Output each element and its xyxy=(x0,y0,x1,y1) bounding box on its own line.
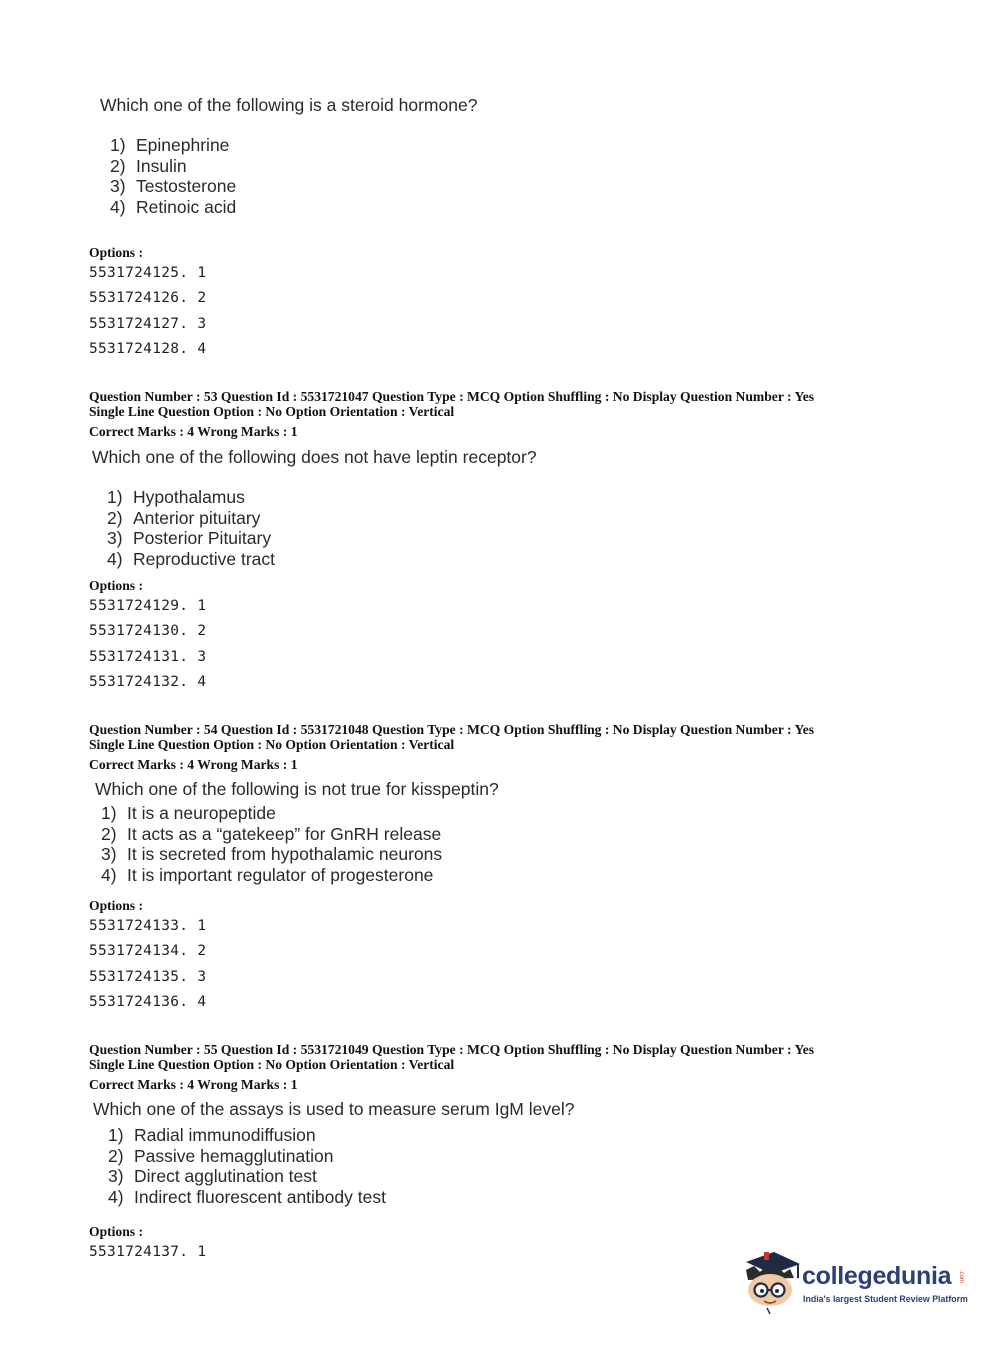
question-meta-2: Single Line Question Option : No Option Orientation : Vertical xyxy=(89,737,455,752)
question-text: Which one of the following is not true for kisspeptin? xyxy=(95,779,499,799)
option-id: 5531724128. 4 xyxy=(89,341,207,357)
choice-list xyxy=(108,1125,386,1208)
option-id: 5531724131. 3 xyxy=(89,649,207,665)
choice-list xyxy=(107,487,275,570)
option-id: 5531724129. 1 xyxy=(89,598,207,614)
question-text: Which one of the assays is used to measure serum IgM level? xyxy=(93,1099,575,1119)
marks-line: Correct Marks : 4 Wrong Marks : 1 xyxy=(89,424,298,439)
logo-brand: collegedunia xyxy=(802,1262,952,1290)
option-id: 5531724132. 4 xyxy=(89,674,207,690)
choice-item: 3) Testosterone xyxy=(110,176,237,197)
option-id: 5531724137. 1 xyxy=(89,1244,207,1260)
choice-item: 2) Passive hemagglutination xyxy=(108,1145,334,1166)
options-label: Options : xyxy=(89,578,144,593)
choice-item: 1) Epinephrine xyxy=(110,135,230,155)
choice-item: 3) Posterior Pituitary xyxy=(107,528,272,549)
option-id: 5531724133. 1 xyxy=(89,918,207,934)
marks-line: Correct Marks : 4 Wrong Marks : 1 xyxy=(89,1077,298,1092)
question-meta: Question Number : 53 Question Id : 5531721047 Question Type : MCQ Option Shuffling : No Display Question Number : Yes xyxy=(89,389,815,404)
option-id: 5531724136. 4 xyxy=(89,994,207,1010)
collegedunia-logo xyxy=(740,1248,970,1316)
choice-item: 4) Reproductive tract xyxy=(107,549,276,570)
choice-item: 2) It acts as a “gatekeep” for GnRH release xyxy=(101,823,442,844)
choice-item: 3) It is secreted from hypothalamic neurons xyxy=(101,844,443,865)
option-id: 5531724134. 2 xyxy=(89,943,207,959)
option-id: 5531724127. 3 xyxy=(89,316,207,332)
choice-item: 4) It is important regulator of progesterone xyxy=(101,865,434,886)
choice-item: 1) It is a neuropeptide xyxy=(101,803,276,823)
logo-tagline: India's largest Student Review Platform xyxy=(803,1294,968,1304)
choice-item: 1) Hypothalamus xyxy=(107,487,245,507)
question-meta-2: Single Line Question Option : No Option Orientation : Vertical xyxy=(89,404,455,419)
option-id: 5531724126. 2 xyxy=(89,290,207,306)
question-text: Which one of the following does not have leptin receptor? xyxy=(92,447,537,467)
choice-item: 2) Insulin xyxy=(110,155,187,176)
question-meta-2: Single Line Question Option : No Option Orientation : Vertical xyxy=(89,1057,455,1072)
options-label: Options : xyxy=(89,245,144,260)
choice-list xyxy=(101,803,442,886)
choice-item: 4) Indirect fluorescent antibody test xyxy=(108,1187,386,1208)
option-id: 5531724135. 3 xyxy=(89,969,207,985)
marks-line: Correct Marks : 4 Wrong Marks : 1 xyxy=(89,757,298,772)
choice-item: 3) Direct agglutination test xyxy=(108,1166,317,1187)
choice-item: 2) Anterior pituitary xyxy=(107,507,261,528)
options-label: Options : xyxy=(89,1224,144,1239)
options-label: Options : xyxy=(89,898,144,913)
option-id: 5531724125. 1 xyxy=(89,265,207,281)
question-meta: Question Number : 55 Question Id : 5531721049 Question Type : MCQ Option Shuffling : No Display Question Number : Yes xyxy=(89,1042,815,1057)
choice-item: 4) Retinoic acid xyxy=(110,197,237,218)
option-id: 5531724130. 2 xyxy=(89,623,207,639)
logo-com-suffix: .com xyxy=(958,1270,964,1284)
choice-list xyxy=(110,135,236,218)
question-text: Which one of the following is a steroid hormone? xyxy=(100,95,478,115)
question-meta: Question Number : 54 Question Id : 5531721048 Question Type : MCQ Option Shuffling : No Display Question Number : Yes xyxy=(89,722,815,737)
mascot-icon xyxy=(740,1248,800,1314)
choice-item: 1) Radial immunodiffusion xyxy=(108,1125,316,1145)
